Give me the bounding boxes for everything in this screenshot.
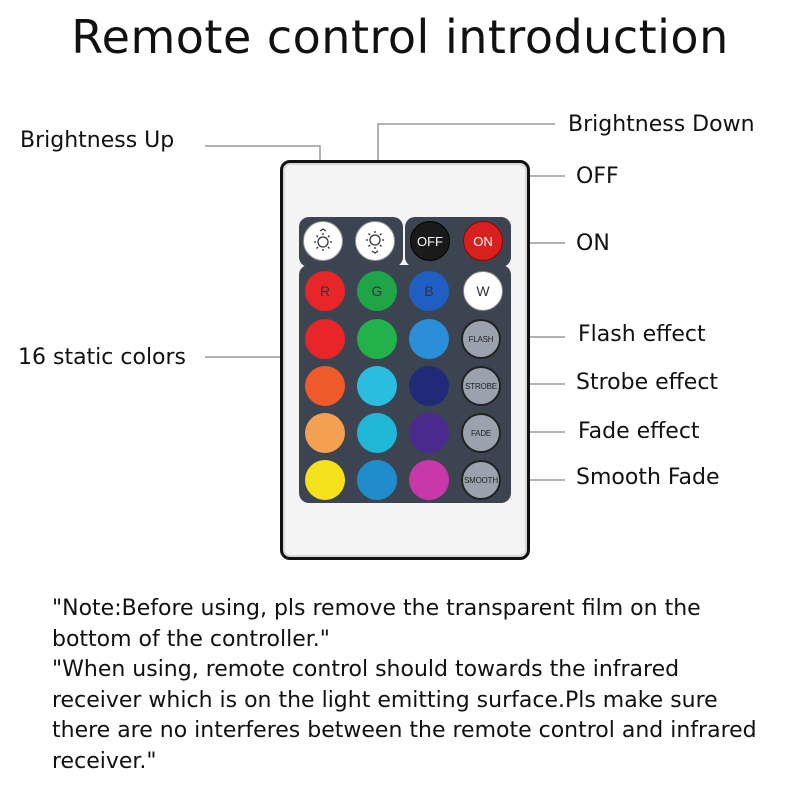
remote-control <box>280 160 530 560</box>
blue-button-label: B <box>424 283 434 299</box>
color-button-r3c3[interactable] <box>409 413 449 453</box>
color-button-r3c2[interactable] <box>357 413 397 453</box>
color-button-r4c3[interactable] <box>409 460 449 500</box>
strobe-button-label: STROBE <box>465 381 497 391</box>
note-receiver: "When using, remote control should towards the infrared receiver which is on the light emitting surface.Pls make sure there are no interferes between the remote control and infrared receiver." <box>52 657 757 774</box>
color-button-r2c1[interactable] <box>305 366 345 406</box>
off-button[interactable] <box>410 221 450 261</box>
on-button[interactable] <box>463 221 503 261</box>
strobe-effect-label: Strobe effect <box>576 370 719 395</box>
fade-button[interactable] <box>461 413 501 453</box>
note-film: "Note:Before using, pls remove the transparent film on the bottom of the controller." <box>52 596 701 652</box>
off-button-label: OFF <box>417 233 443 249</box>
color-button-r4c2[interactable] <box>357 460 397 500</box>
brightness-up-label: Brightness Up <box>20 128 175 153</box>
sun-up-icon <box>310 228 336 254</box>
color-button-r2c2[interactable] <box>357 366 397 406</box>
usage-note <box>52 594 772 777</box>
flash-button-label: FLASH <box>468 334 494 344</box>
green-button[interactable] <box>357 271 397 311</box>
blue-button[interactable] <box>409 271 449 311</box>
off-label: OFF <box>576 164 619 189</box>
color-button-r2c3[interactable] <box>409 366 449 406</box>
red-button-label: R <box>319 283 331 299</box>
fade-button-label: FADE <box>470 428 492 438</box>
color-button-r1c3[interactable] <box>409 319 449 359</box>
brightness-up-button[interactable] <box>303 221 343 261</box>
white-button-label: W <box>476 283 490 299</box>
red-button[interactable] <box>305 271 345 311</box>
fade-effect-label: Fade effect <box>578 419 700 444</box>
color-button-r1c2[interactable] <box>357 319 397 359</box>
static-colors-label: 16 static colors <box>18 345 187 370</box>
brightness-down-button[interactable] <box>355 221 395 261</box>
green-button-label: G <box>371 283 383 299</box>
smooth-button-label: SMOOTH <box>464 475 498 485</box>
smooth-fade-label: Smooth Fade <box>576 465 720 490</box>
flash-button[interactable] <box>461 319 501 359</box>
on-label: ON <box>576 231 610 256</box>
white-button[interactable] <box>463 271 503 311</box>
smooth-button[interactable] <box>461 460 501 500</box>
on-button-label: ON <box>473 233 493 249</box>
color-button-r1c1[interactable] <box>305 319 345 359</box>
flash-effect-label: Flash effect <box>578 322 706 347</box>
brightness-down-label: Brightness Down <box>568 112 755 137</box>
strobe-button[interactable] <box>461 366 501 406</box>
page-title: Remote control introduction <box>71 10 729 64</box>
sun-down-icon <box>362 228 388 254</box>
color-button-r3c1[interactable] <box>305 413 345 453</box>
color-button-r4c1[interactable] <box>305 460 345 500</box>
